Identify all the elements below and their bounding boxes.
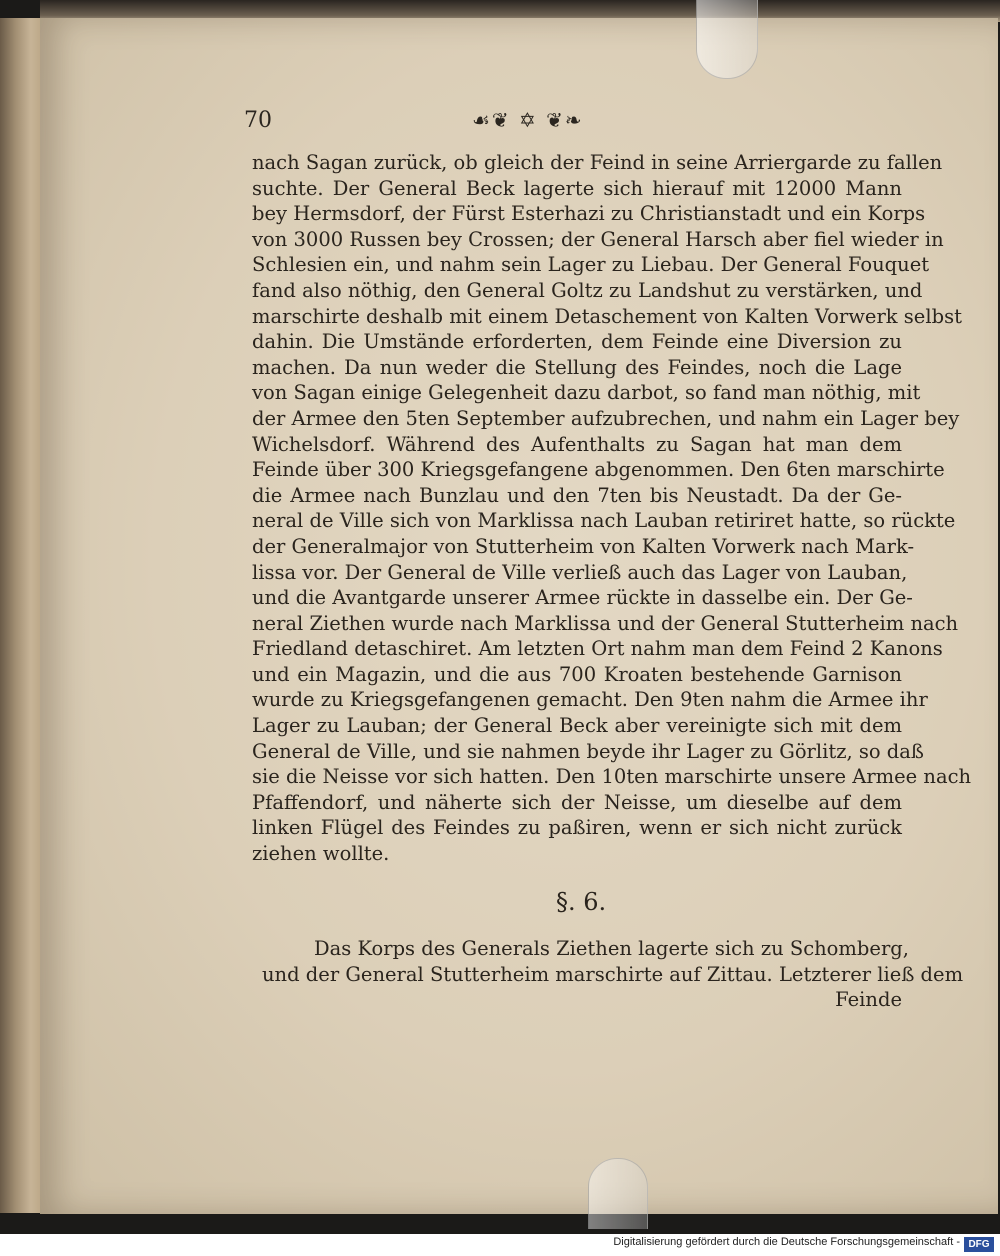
text-line: fand also nöthig, den General Goltz zu Landshut zu verstärken, und (252, 278, 923, 302)
text-line: wurde zu Kriegsgefangenen gemacht. Den 9ten nahm die Armee ihr (252, 688, 928, 712)
text-line: Feinde über 300 Kriegsgefangene abgenommen. Den 6ten marschirte (252, 458, 945, 482)
book-edge (0, 18, 44, 1213)
text-line: der Armee den 5ten September aufzubrechen, und nahm ein Lager bey (252, 406, 960, 430)
page-number: 70 (244, 108, 272, 133)
text-line: lissa vor. Der General de Ville verließ auch das Lager von Lauban, (252, 560, 908, 584)
section-text (262, 936, 964, 1013)
text-line: neral Ziethen wurde nach Marklissa und der General Stutterheim nach (252, 611, 959, 635)
text-line: dahin. Die Umstände erforderten, dem Feinde eine Diversion zu (252, 330, 902, 354)
text-line: von Sagan einige Gelegenheit dazu darbot, so fand man nöthig, mit (252, 381, 921, 405)
funding-credit: Digitalisierung gefördert durch die Deutsche Forschungsgemeinschaft - (613, 1236, 960, 1248)
text-line: Friedland detaschiret. Am letzten Ort nahm man dem Feind 2 Kanons (252, 637, 943, 661)
text-line: ziehen wollte. (252, 842, 390, 866)
text-line: Lager zu Lauban; der General Beck aber vereinigte sich mit dem (252, 714, 902, 738)
text-line: und die Avantgarde unserer Armee rückte in dasselbe ein. Der Ge- (252, 586, 913, 610)
header-ornament: ☙❦ ✡ ❦❧ (472, 108, 584, 132)
text-line: machen. Da nun weder die Stellung des Feindes, noch die Lage (252, 355, 902, 379)
page-clip-top (696, 0, 758, 79)
text-line: und der General Stutterheim marschirte auf Zittau. Letzterer ließ dem (262, 962, 964, 986)
text-line: neral de Ville sich von Marklissa nach Lauban retiriret hatte, so rückte (252, 509, 956, 533)
text-line: Schlesien ein, und nahm sein Lager zu Liebau. Der General Fouquet (252, 253, 930, 277)
text-line: nach Sagan zurück, ob gleich der Feind in seine Arriergarde zu fallen (252, 151, 943, 174)
text-line: die Armee nach Bunzlau und den 7ten bis Neustadt. Da der Ge- (252, 483, 902, 507)
text-line: Wichelsdorf. Während des Aufenthalts zu Sagan hat man dem (252, 432, 902, 456)
section-heading: §. 6. (556, 888, 607, 916)
text-line: sie die Neisse vor sich hatten. Den 10ten marschirte unsere Armee nach (252, 765, 972, 789)
text-line: marschirte deshalb mit einem Detaschement von Kalten Vorwerk selbst (252, 304, 962, 328)
body-text (252, 150, 972, 867)
text-line: Pfaffendorf, und näherte sich der Neisse, um dieselbe auf dem (252, 790, 902, 814)
text-line: bey Hermsdorf, der Fürst Esterhazi zu Christianstadt und ein Korps (252, 202, 926, 226)
text-line: General de Ville, und sie nahmen beyde ihr Lager zu Görlitz, so daß (252, 739, 924, 763)
text-line: suchte. Der General Beck lagerte sich hierauf mit 12000 Mann (252, 176, 902, 200)
text-line: Das Korps des Generals Ziethen lagerte sich zu Schomberg, (314, 937, 909, 960)
page-header (244, 108, 894, 140)
text-line: der Generalmajor von Stutterheim von Kalten Vorwerk nach Mark- (252, 534, 915, 558)
text-line: und ein Magazin, und die aus 700 Kroaten bestehende Garnison (252, 662, 902, 686)
text-line: von 3000 Russen bey Crossen; der General Harsch aber fiel wieder in (252, 227, 944, 251)
catchword: Feinde (835, 988, 902, 1012)
page-clip-bottom (588, 1158, 648, 1229)
dfg-logo: DFG (964, 1237, 994, 1252)
text-line: linken Flügel des Feindes zu paßiren, wenn er sich nicht zurück (252, 816, 902, 840)
footer-bar (0, 1234, 1000, 1256)
